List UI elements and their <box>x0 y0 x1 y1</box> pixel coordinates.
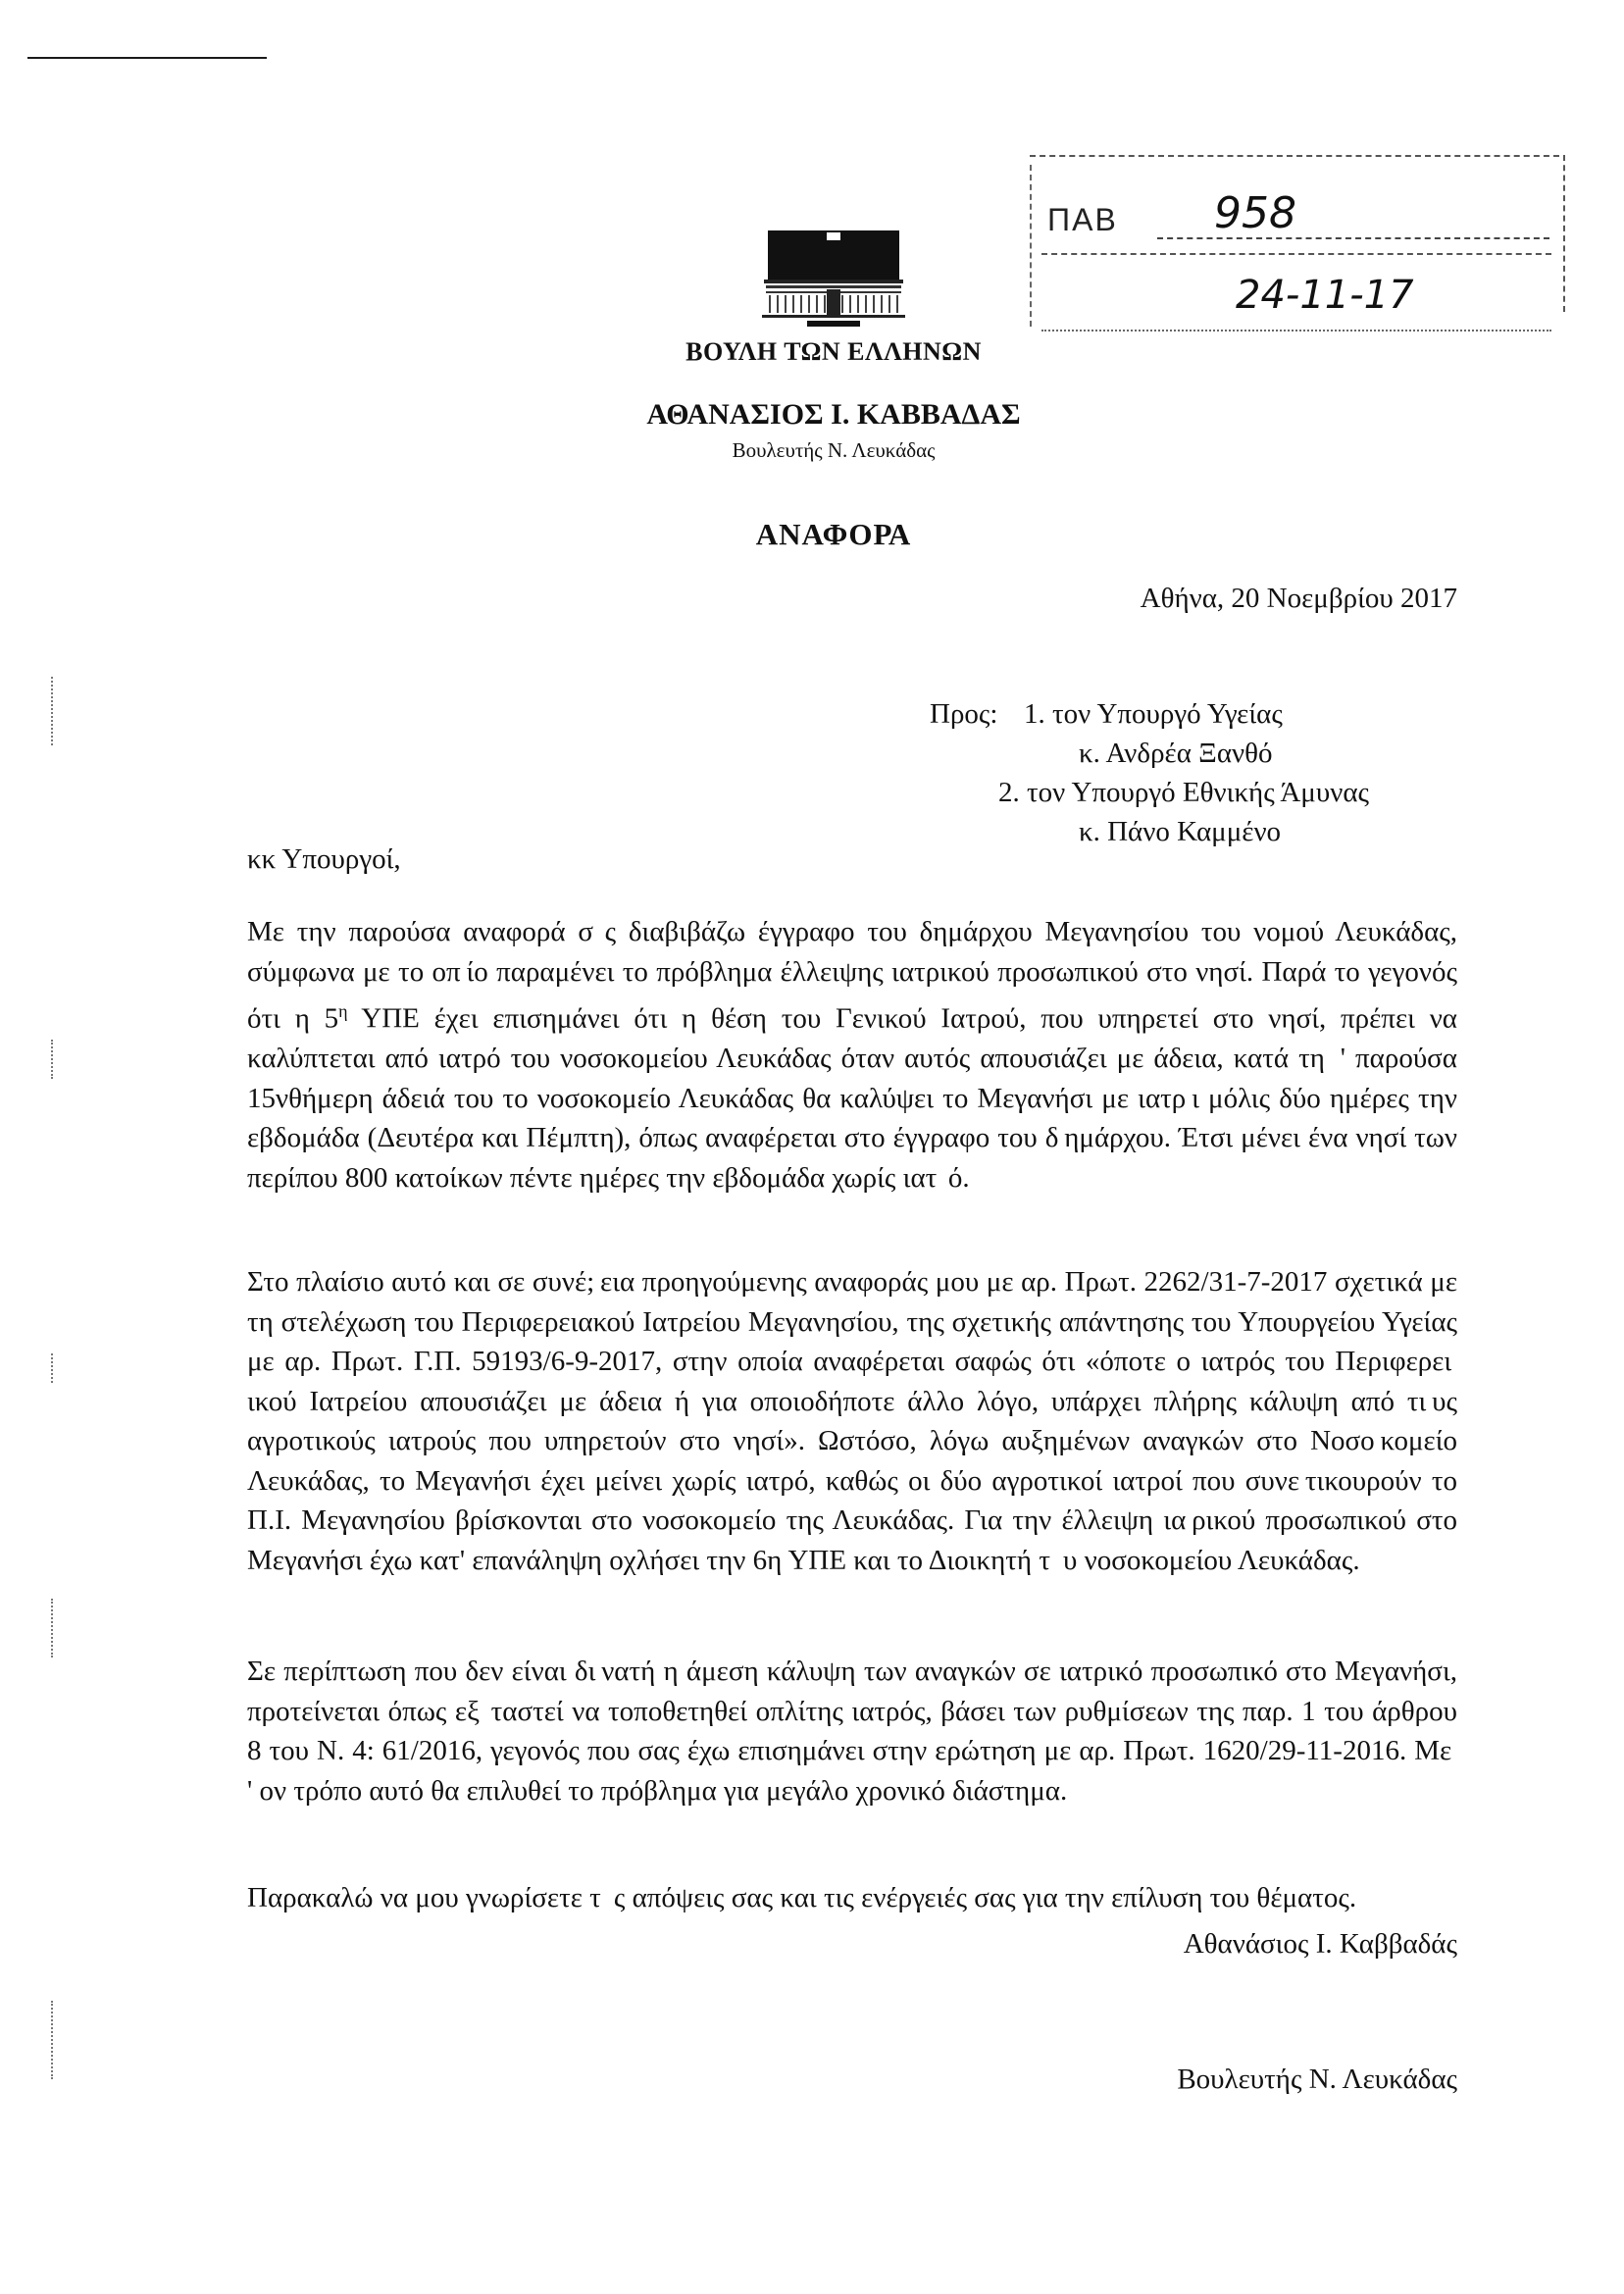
signature-name: Αθανάσιος Ι. Καββαδάς <box>1183 1928 1457 1960</box>
stamp-label: ΠΑΒ <box>1047 202 1118 237</box>
salutation: κκ Υπουργοί, <box>247 843 401 875</box>
body-paragraph-2: Στο πλαίσιο αυτό και σε συνέ; εια προηγούμενης αναφοράς μου με αρ. Πρωτ. 2262/31-7-2017 σχετικά με τη στελέχωση του Περιφερειακού Ιατρείου Μεγανησίου, της σχετικής απάντησης του Υπουργείου Υγείας με αρ. Πρωτ. Γ.Π. 59193/6-9-2017, στην οποία αναφέρεται σαφώς ότι «όποτε ο ιατρός του Περιφερει ικού Ιατρείου απουσιάζει με άδεια ή για οποιοδήποτε άλλο λόγο, υπάρχει πλήρης κάλυψη από τι υς αγροτικούς ιατρούς που υπηρετούν στο νησί». Ωστόσο, λόγω αυξημένων αναγκών στο Νοσο κομείο Λευκάδας, το Μεγανήσι έχει μείνει χωρίς ιατρό, καθώς οι δύο αγροτικοί ιατροί που συνε τικουρούν το Π.Ι. Μεγανησίου βρίσκονται στο νοσοκομείο της Λευκάδας. Για την έλλειψη ια ρικού προσωπικού στο Μεγανήσι έχω κατ' επανάληψη οχλήσει την 6η ΥΠΕ και το Διοικητή τ υ νοσοκομείου Λευκάδας. <box>247 1266 1457 1576</box>
recipient-2-title: 2. τον Υπουργό Εθνικής Άμυνας <box>998 777 1369 808</box>
recipient-1-title: 1. τον Υπουργό Υγείας <box>1024 698 1283 730</box>
stamp-number: 958 <box>1214 188 1296 238</box>
scan-artifact-dots <box>51 677 55 745</box>
recipient-2-name: κ. Πάνο Καμμένο <box>1079 816 1282 847</box>
registration-stamp <box>1030 155 1565 351</box>
mp-name: ΑΘΑΝΑΣΙΟΣ Ι. ΚΑΒΒΑΔΑΣ <box>646 398 1021 431</box>
stamp-date: 24-11-17 <box>1236 273 1414 318</box>
recipients-prefix: Προς: <box>930 698 998 730</box>
mp-role: Βουλευτής Ν. Λευκάδας <box>732 438 936 462</box>
signature-role: Βουλευτής Ν. Λευκάδας <box>1177 2064 1457 2095</box>
body-paragraph-4: Παρακαλώ να μου γνωρίσετε τ ς απόψεις σας και τις ενέργειές σας για την επίλυση του θέματος. <box>247 1882 1357 1913</box>
body-paragraph-3: Σε περίπτωση που δεν είναι δι νατή η άμεση κάλυψη των αναγκών σε ιατρικό προσωπικό στο Μεγανήσι, προτείνεται όπως εξ ταστεί να τοποθετηθεί οπλίτης ιατρός, βάσει των ρυθμίσεων της παρ. 1 του άρθρου 8 του Ν. 4: 61/2016, γεγονός που σας έχω επισημάνει στην ερώτηση με αρ. Πρωτ. 1620/29-11-2016. Με ' ον τρόπο αυτό θα επιλυθεί το πρόβλημα για μεγάλο χρονικό διάστημα. <box>247 1656 1457 1807</box>
body-paragraph-1: Με την παρούσα αναφορά σ ς διαβιβάζω έγγραφο του δημάρχου Μεγανησίου του νομού Λευκάδας, σύμφωνα με το οπ ίο παραμένει το πρόβλημα έλλειψης ιατρικού προσωπικού στο νησί. Παρά το γεγονός ότι η $5^\eta$ ΥΠΕ έχει επισημάνει ότι η θέση του Γενικού Ιατρού, που υπηρετεί στο νησί, πρέπει να καλύπτεται από ιατρό του νοσοκομείου Λευκάδας όταν αυτός απουσιάζει με άδεια, κατά τη ' παρούσα 15νθήμερη άδειά του το νοσοκομείο Λευκάδας θα καλύψει το Μεγανήσι με ιατρ ι μόλις δύο ημέρες την εβδομάδα (Δευτέρα και Πέμπτη), όπως αναφέρεται στο έγγραφο του δ ημάρχου. Έτσι μένει ένα νησί των περίπου 800 κατοίκων πέντε ημέρες την εβδομάδα χωρίς ιατ ό. <box>247 916 1457 1194</box>
document-title: ΑΝΑΦΟΡΑ <box>755 517 912 551</box>
scan-artifact-rule <box>27 57 267 59</box>
recipient-1-name: κ. Ανδρέα Ξανθό <box>1079 738 1273 769</box>
parliament-name: ΒΟΥΛΗ ΤΩΝ ΕΛΛΗΝΩΝ <box>685 337 982 366</box>
scan-artifact-dots <box>51 2001 55 2079</box>
scan-artifact-dots <box>51 1599 55 1657</box>
parliament-building-icon <box>758 230 909 329</box>
scan-artifact-dots <box>51 1040 55 1079</box>
document-date: Αθήνα, 20 Νοεμβρίου 2017 <box>1140 583 1457 614</box>
scan-artifact-dots <box>51 1353 55 1383</box>
